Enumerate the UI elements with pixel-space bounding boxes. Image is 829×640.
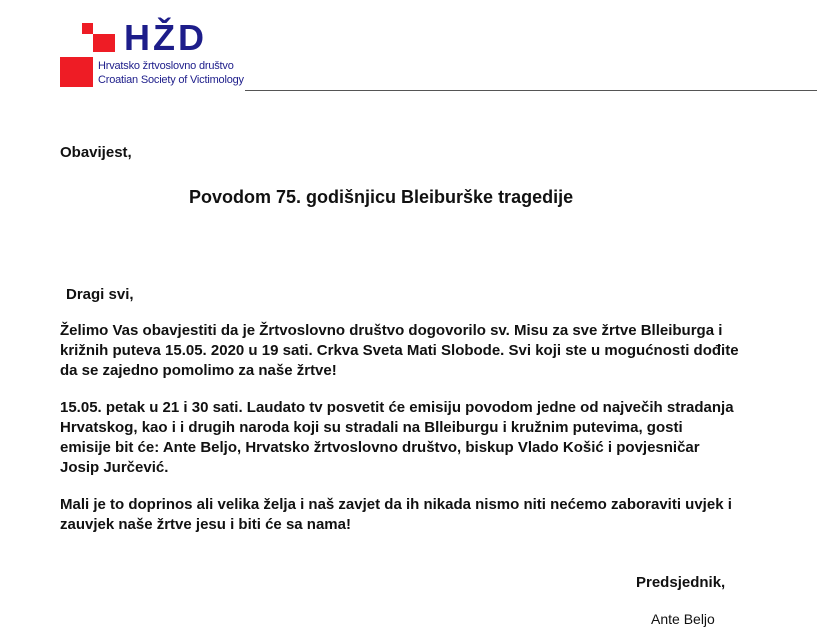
- notice-heading: Obavijest,: [60, 144, 132, 161]
- paragraph-mass-announcement: [60, 321, 739, 381]
- logo-acronym: HŽD: [124, 17, 207, 58]
- signoff-title: Predsjednik,: [636, 574, 726, 591]
- checkerboard-logo-icon: [60, 20, 93, 87]
- greeting: Dragi svi,: [66, 286, 134, 303]
- paragraph-line: Hrvatskog, kao i i drugih naroda koji su stradali na Blleiburgu i kružnim putevima, gosti: [60, 419, 683, 436]
- letter-subject: Povodom 75. godišnjicu Bleiburške tragedije: [189, 187, 574, 207]
- paragraph-line: križnih puteva 15.05. 2020 u 19 sati. Crkva Sveta Mati Slobode. Svi koji ste u mogućnosti dođite: [60, 342, 739, 359]
- paragraph-line: zauvjek naše žrtve jesu i biti će sa nama!: [60, 516, 351, 533]
- logo-subtitle-hr: Hrvatsko žrtvoslovno društvo: [98, 60, 234, 72]
- paragraph-line: da se zajedno pomolimo za naše žrtve!: [60, 362, 337, 379]
- paragraph-line: Josip Jurčević.: [60, 459, 169, 476]
- paragraph-line: Mali je to doprinos ali velika želja i naš zavjet da ih nikada nismo niti nećemo zaboraviti uvjek i: [60, 496, 732, 513]
- logo-subtitle-en: Croatian Society of Victimology: [98, 74, 244, 86]
- paragraph-line: 15.05. petak u 21 i 30 sati. Laudato tv posvetit će emisiju povodom jedne od največih stradanja: [60, 399, 734, 416]
- paragraph-line: emisije bit će: Ante Beljo, Hrvatsko žrtvoslovno društvo, biskup Vlado Košić i povjesničar: [60, 439, 700, 456]
- signer-name: Ante Beljo: [651, 611, 715, 627]
- society-logo: [60, 17, 250, 90]
- paragraph-tv-broadcast: [60, 398, 734, 478]
- paragraph-line: Želimo Vas obavjestiti da je Žrtvoslovno društvo dogovorilo sv. Misu za sve žrtve Blleiburga i: [60, 322, 723, 339]
- header-divider: [245, 90, 817, 91]
- paragraph-closing: [60, 495, 732, 535]
